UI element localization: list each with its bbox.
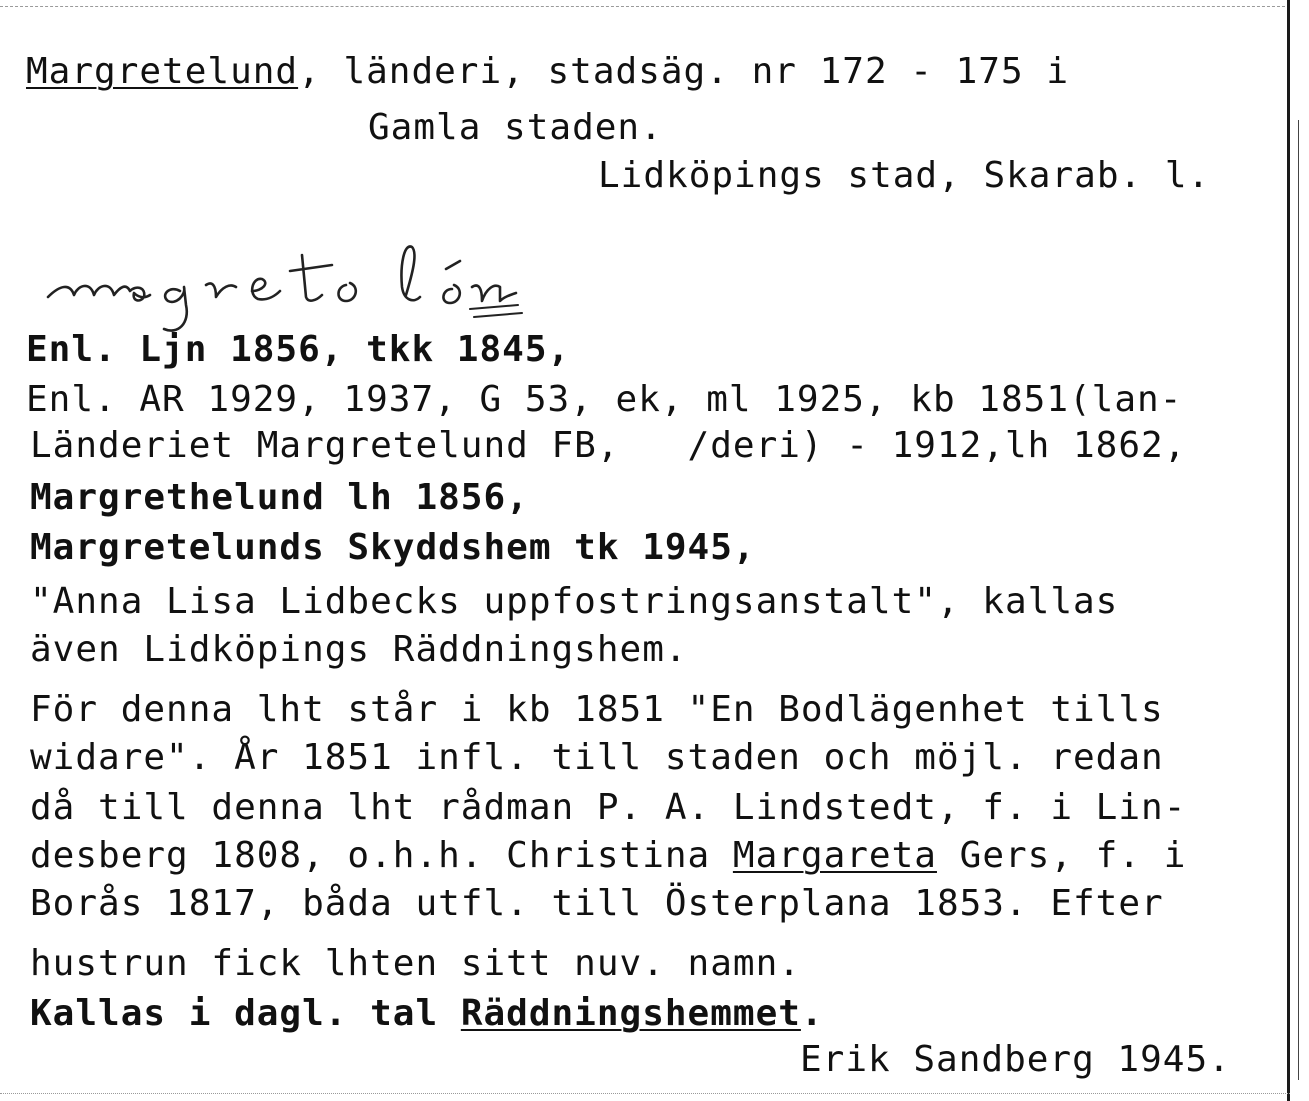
source-line-1: Enl. Ljn 1856, tkk 1845, — [26, 329, 571, 370]
called-name: Räddningshemmet — [460, 993, 801, 1034]
called-suffix: . — [800, 993, 824, 1034]
called-line — [30, 994, 824, 1034]
note-line-2: även Lidköpings Räddningshem. — [30, 629, 688, 670]
card-right-shadow — [1298, 120, 1299, 1080]
called-prefix: Kallas i dagl. tal — [30, 993, 461, 1034]
body-line-4-start: desberg 1808, o.h.h. Christina — [30, 835, 733, 876]
name-variant-2: Margretelunds Skyddshem tk 1945, — [30, 527, 756, 568]
header-line-2: Gamla staden. — [368, 107, 663, 148]
body-line-4 — [30, 836, 1186, 876]
note-line-1: "Anna Lisa Lidbecks uppfostringsanstalt", kallas — [30, 581, 1119, 622]
handwritten-annotation — [40, 225, 680, 335]
signature: Erik Sandberg 1945. — [800, 1039, 1231, 1080]
header-line-1 — [26, 52, 1069, 92]
body-line-6: hustrun fick lhten sitt nuv. namn. — [30, 943, 801, 984]
body-line-4-end: Gers, f. i — [936, 835, 1187, 876]
body-line-1: För denna lht står i kb 1851 "En Bodlägenhet tills — [30, 689, 1164, 730]
name-variant-1: Margrethelund lh 1856, — [30, 477, 529, 518]
source-line-2: Enl. AR 1929, 1937, G 53, ek, ml 1925, kb 1851(lan- — [26, 379, 1183, 420]
underlined-name: Margareta — [732, 835, 937, 876]
body-line-5: Borås 1817, båda utfl. till Österplana 1853. Efter — [30, 883, 1164, 924]
header-description: , länderi, stadsäg. nr 172 - 175 i — [298, 51, 1070, 92]
body-line-2: widare". År 1851 infl. till staden och möjl. redan — [30, 737, 1164, 778]
card-bottom-edge — [0, 1093, 1290, 1094]
card-right-edge — [1287, 0, 1290, 1101]
header-line-3: Lidköpings stad, Skarab. l. — [598, 155, 1211, 196]
card-top-edge — [0, 6, 1290, 7]
body-line-3: då till denna lht rådman P. A. Lindstedt, f. i Lin- — [30, 787, 1187, 828]
place-name: Margretelund — [26, 51, 299, 92]
source-line-3: Länderiet Margretelund FB, /deri) - 1912,lh 1862, — [30, 425, 1187, 466]
